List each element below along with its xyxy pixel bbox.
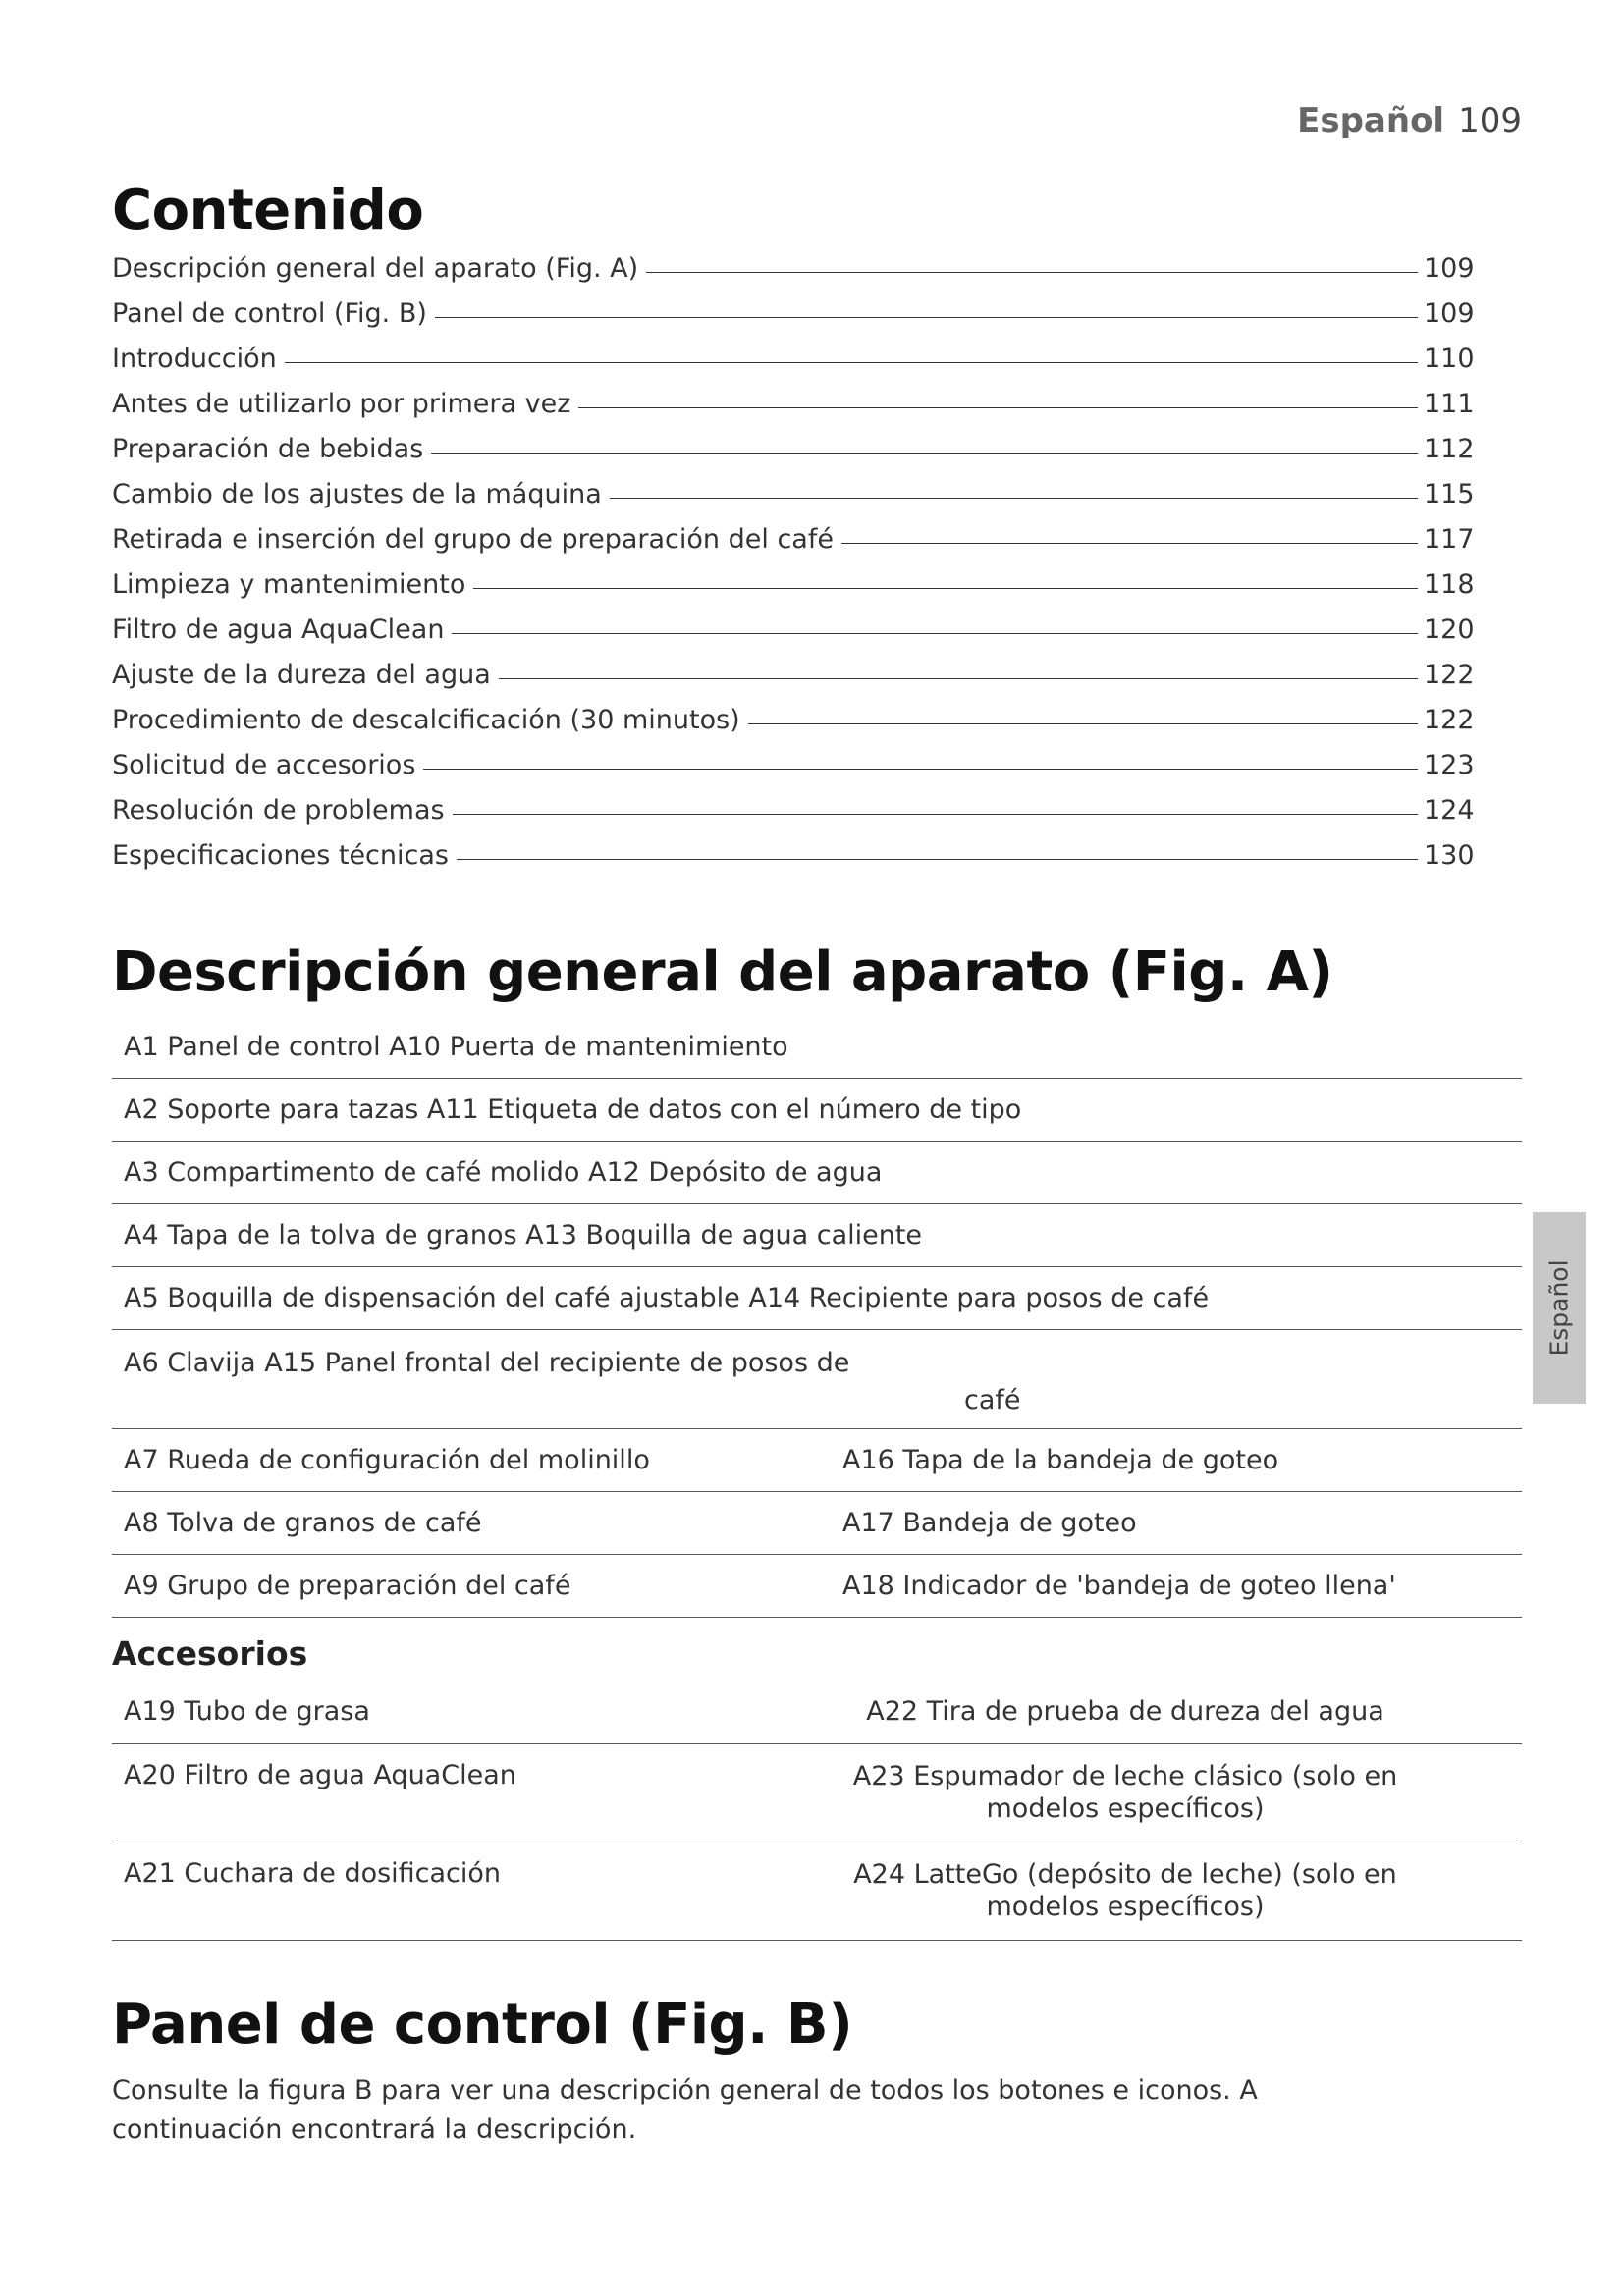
toc-entry-title: Solicitud de accesorios — [112, 750, 416, 780]
toc-entry-page: 124 — [1424, 795, 1475, 826]
toc-entry-title: Resolución de problemas — [112, 795, 445, 826]
parts-row — [112, 1016, 1522, 1079]
toc-entry[interactable] — [112, 705, 1477, 750]
parts-row-text: A5 Boquilla de dispensación del café ajustable A14 Recipiente para posos de café — [124, 1283, 1210, 1313]
toc-leader — [748, 723, 1418, 724]
parts-right-cell: A17 Bandeja de goteo — [842, 1508, 1137, 1538]
accessory-right-cell: A22 Tira de prueba de dureza del agua — [866, 1695, 1384, 1727]
toc-leader — [473, 588, 1418, 589]
toc-entry-page: 115 — [1424, 479, 1475, 509]
table-of-contents — [112, 253, 1477, 885]
accessory-left-cell: A19 Tubo de grasa — [124, 1695, 370, 1727]
parts-left-cell: A9 Grupo de preparación del café — [124, 1571, 571, 1601]
toc-entry-title: Especificaciones técnicas — [112, 840, 449, 871]
toc-entry-page: 111 — [1424, 389, 1475, 419]
toc-entry[interactable] — [112, 614, 1477, 660]
accessory-left-cell: A20 Filtro de agua AquaClean — [124, 1760, 516, 1790]
parts-table — [112, 1016, 1522, 1618]
toc-entry-title: Limpieza y mantenimiento — [112, 569, 466, 600]
accessory-row — [112, 1744, 1522, 1842]
toc-entry[interactable] — [112, 660, 1477, 705]
parts-row — [112, 1330, 1522, 1429]
toc-entry-title: Preparación de bebidas — [112, 434, 424, 464]
toc-entry-title: Descripción general del aparato (Fig. A) — [112, 253, 639, 284]
toc-entry-page: 110 — [1424, 344, 1475, 374]
page-header — [1297, 101, 1522, 140]
language-side-tab — [1533, 1212, 1586, 1404]
toc-entry[interactable] — [112, 479, 1477, 524]
toc-entry[interactable] — [112, 434, 1477, 479]
parts-row-text: A1 Panel de control A10 Puerta de mantenimiento — [124, 1032, 788, 1062]
parts-row — [112, 1429, 1522, 1492]
accessory-right-line: modelos específicos) — [986, 1892, 1265, 1922]
toc-entry-page: 123 — [1424, 750, 1475, 780]
toc-entry[interactable] — [112, 795, 1477, 840]
toc-entry[interactable] — [112, 253, 1477, 298]
toc-entry-page: 117 — [1424, 524, 1475, 555]
parts-row — [112, 1204, 1522, 1267]
toc-entry-title: Ajuste de la dureza del agua — [112, 660, 491, 690]
toc-entry-title: Filtro de agua AquaClean — [112, 614, 445, 645]
parts-left-cell: A7 Rueda de configuración del molinillo — [124, 1445, 650, 1475]
toc-entry-page: 130 — [1424, 840, 1475, 871]
toc-leader — [841, 543, 1418, 544]
parts-row-text: A6 Clavija A15 Panel frontal del recipiente de posos de — [124, 1348, 850, 1378]
parts-row — [112, 1142, 1522, 1204]
toc-entry-page: 122 — [1424, 705, 1475, 735]
parts-row-text: A2 Soporte para tazas A11 Etiqueta de datos con el número de tipo — [124, 1095, 1022, 1125]
parts-row — [112, 1555, 1522, 1618]
toc-entry-title: Cambio de los ajustes de la máquina — [112, 479, 602, 509]
accessory-right-line: A24 LatteGo (depósito de leche) (solo en — [853, 1859, 1397, 1890]
toc-entry-title: Antes de utilizarlo por primera vez — [112, 389, 571, 419]
toc-leader — [423, 769, 1418, 770]
accessory-right-line: A23 Espumador de leche clásico (solo en — [852, 1761, 1398, 1791]
page-number: 109 — [1458, 101, 1522, 140]
toc-entry-page: 118 — [1424, 569, 1475, 600]
toc-leader — [610, 498, 1418, 499]
parts-right-cell: A18 Indicador de 'bandeja de goteo llena' — [842, 1571, 1396, 1601]
side-tab-label: Español — [1544, 1259, 1574, 1357]
parts-row-text: A3 Compartimento de café molido A12 Depósito de agua — [124, 1157, 883, 1188]
toc-entry-title: Procedimiento de descalcificación (30 minutos) — [112, 705, 740, 735]
accessory-right-line: modelos específicos) — [986, 1793, 1265, 1824]
toc-leader — [431, 453, 1418, 454]
accessories-title: Accesorios — [112, 1634, 308, 1673]
toc-entry-page: 112 — [1424, 434, 1475, 464]
accessory-left-cell: A21 Cuchara de dosificación — [124, 1858, 502, 1889]
accessories-table — [112, 1679, 1522, 1941]
toc-leader — [457, 859, 1418, 860]
control-panel-title: Panel de control (Fig. B) — [112, 1993, 853, 2056]
toc-entry-page: 109 — [1424, 298, 1475, 329]
toc-entry-title: Retirada e inserción del grupo de preparación del café — [112, 524, 834, 555]
parts-left-cell: A8 Tolva de granos de café — [124, 1508, 482, 1538]
control-panel-text: Consulte la figura B para ver una descripción general de todos los botones e iconos. A continuación encontrará la descripción. — [112, 2075, 1258, 2145]
accessory-row — [112, 1679, 1522, 1744]
toc-leader — [499, 678, 1418, 679]
toc-entry-page: 109 — [1424, 253, 1475, 284]
toc-entry-title: Introducción — [112, 344, 277, 374]
parts-row-text: A4 Tapa de la tolva de granos A13 Boquilla de agua caliente — [124, 1220, 923, 1251]
toc-entry[interactable] — [112, 750, 1477, 795]
parts-row — [112, 1079, 1522, 1142]
toc-leader — [646, 272, 1418, 273]
toc-entry[interactable] — [112, 569, 1477, 614]
toc-entry-page: 120 — [1424, 614, 1475, 645]
toc-entry[interactable] — [112, 344, 1477, 389]
parts-row — [112, 1267, 1522, 1330]
parts-row-continuation: café — [964, 1385, 1021, 1415]
toc-entry[interactable] — [112, 524, 1477, 569]
header-language: Español — [1297, 101, 1445, 140]
toc-entry[interactable] — [112, 298, 1477, 344]
accessory-row — [112, 1842, 1522, 1941]
toc-leader — [435, 317, 1418, 318]
toc-leader — [453, 814, 1418, 815]
toc-entry-title: Panel de control (Fig. B) — [112, 298, 427, 329]
accessory-right-cell — [850, 1760, 1400, 1842]
toc-leader — [285, 362, 1418, 363]
toc-entry[interactable] — [112, 840, 1477, 885]
toc-leader — [578, 407, 1418, 408]
parts-right-cell: A16 Tapa de la bandeja de goteo — [842, 1445, 1279, 1475]
toc-entry[interactable] — [112, 389, 1477, 434]
accessory-right-cell — [850, 1858, 1400, 1940]
parts-row — [112, 1492, 1522, 1555]
toc-leader — [452, 633, 1418, 634]
toc-entry-page: 122 — [1424, 660, 1475, 690]
toc-title: Contenido — [112, 179, 424, 242]
overview-title: Descripción general del aparato (Fig. A) — [112, 940, 1333, 1004]
